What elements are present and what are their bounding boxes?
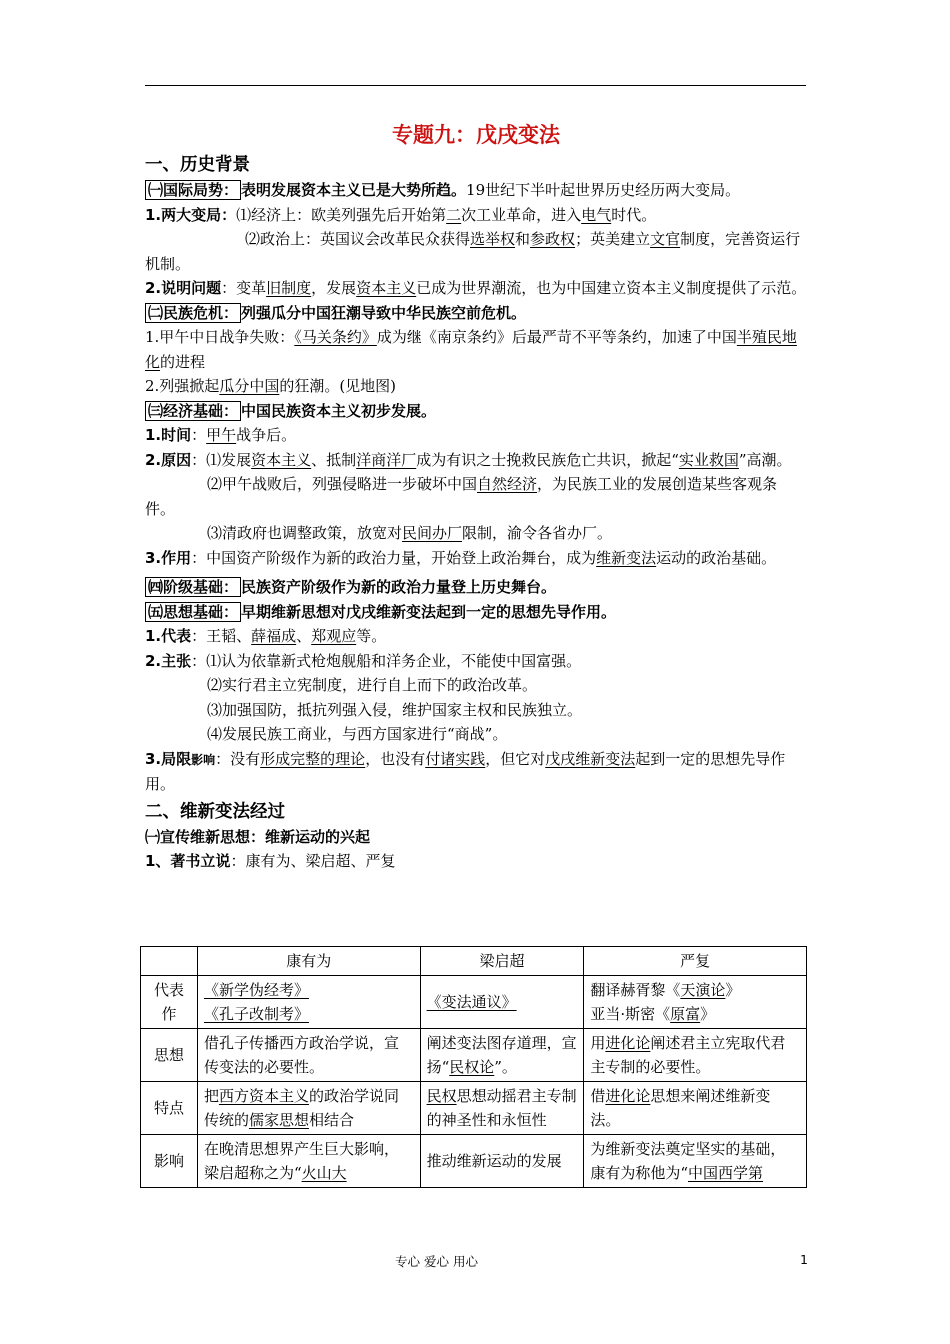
table-header-cell: 康有为 [197, 947, 420, 976]
header-rule [145, 85, 806, 86]
table-row [141, 1135, 807, 1188]
document-body [145, 118, 807, 874]
para-econ-time: 1.时间：甲午战争后。 [145, 426, 297, 444]
para-explain: 2.说明问题：变革旧制度，发展资本主义已成为世界潮流，也为中国建立资本主义制度提供了示范。 [145, 279, 807, 297]
table-cell: 翻译赫胥黎《天演论》 亚当·斯密《原富》 [584, 976, 807, 1029]
para-two-changes-2: ⑵政治上：英国议会改革民众获得选举权和参政权；英美建立文官制度，完善资运行机制。 [145, 230, 801, 273]
table-cell: 为维新变法奠定坚实的基础，康有为称他为“中国西学第 [584, 1135, 807, 1188]
para-thought-claims-4: ⑷发展民族工商业，与西方国家进行“商战”。 [207, 725, 508, 743]
table-cell: 借进化论思想来阐述维新变法。 [584, 1082, 807, 1135]
para-econ-reason-2: ⑵甲午战败后，列强侵略进一步破坏中国自然经济，为民族工业的发展创造某些客观条件。 [145, 475, 778, 518]
para-crisis-1: 1.甲午中日战争失败：《马关条约》成为继《南京条约》后最严苛不平等条约，加速了中国半殖民地化的进程 [145, 328, 797, 371]
section-heading-2: 二、维新变法经过 [145, 801, 285, 822]
para-thought-limits: 3.局限影响：没有形成完整的理论，也没有付诸实践，但它对戊戌维新变法起到一定的思想先导作用。 [145, 749, 786, 793]
para-writings: 1、著书立说：康有为、梁启超、严复 [145, 852, 396, 870]
reformers-table [140, 946, 807, 1188]
para-thought-basis: ㈤思想基础： 早期维新思想对戊戌维新变法起到一定的思想先导作用。 [145, 600, 807, 625]
row-label: 影响 [141, 1135, 198, 1188]
table-cell: 把西方资本主义的政治学说同传统的儒家思想相结合 [197, 1082, 420, 1135]
para-propaganda: ㈠宣传维新思想：维新运动的兴起 [145, 827, 371, 846]
table-row [141, 976, 807, 1029]
para-crisis-2: 2.列强掀起瓜分中国的狂潮。(见地图) [145, 377, 397, 395]
para-two-changes-1: 1.两大变局：⑴经济上：欧美列强先后开始第二次工业革命，进入电气时代。 [145, 205, 657, 224]
row-label: 思想 [141, 1029, 198, 1082]
para-econ-effect: 3.作用：中国资产阶级作为新的政治力量，开始登上政治舞台，成为维新变法运动的政治基础。 [145, 548, 777, 567]
table-header-cell: 梁启超 [420, 947, 584, 976]
table-cell: 阐述变法图存道理，宣扬“民权论”。 [420, 1029, 584, 1082]
para-thought-claims-2: ⑵实行君主立宪制度，进行自上而下的政治改革。 [207, 676, 538, 694]
table-cell: 用进化论阐述君主立宪取代君主专制的必要性。 [584, 1029, 807, 1082]
para-thought-claims-3: ⑶加强国防，抵抗列强入侵，维护国家主权和民族独立。 [207, 700, 583, 719]
table-cell: 《变法通议》 [420, 976, 584, 1029]
para-thought-claims-1: 2.主张：⑴认为依靠新式枪炮舰船和洋务企业，不能使中国富强。 [145, 651, 582, 670]
para-national-crisis: ㈡民族危机： 列强瓜分中国狂潮导致中华民族空前危机。 [145, 301, 807, 326]
table-cell: 推动维新运动的发展 [420, 1135, 584, 1188]
table-row [141, 1029, 807, 1082]
page-title: 专题九：戊戌变法 [392, 123, 560, 147]
para-economic-basis: ㈢经济基础： 中国民族资本主义初步发展。 [145, 399, 807, 424]
para-econ-reason-3: ⑶清政府也调整政策，放宽对民间办厂限制，渝令各省办厂。 [207, 524, 613, 542]
page-number: 1 [800, 1252, 808, 1267]
row-label: 特点 [141, 1082, 198, 1135]
table-header-cell [141, 947, 198, 976]
para-econ-reason-1: 2.原因：⑴发展资本主义、抵制洋商洋厂成为有识之士挽救民族危亡共识，掀起“实业救国”高潮。 [145, 450, 792, 469]
para-international: ㈠国际局势： 表明发展资本主义已是大势所趋。19世纪下半叶起世界历史经历两大变局。 [145, 178, 807, 203]
section-heading-1: 一、历史背景 [145, 155, 250, 175]
table-cell: 民权思想动摇君主专制的神圣性和永恒性 [420, 1082, 584, 1135]
table-cell: 在晚清思想界产生巨大影响，梁启超称之为“火山大 [197, 1135, 420, 1188]
table-header-row [141, 947, 807, 976]
table-header-cell: 严复 [584, 947, 807, 976]
para-thought-reps: 1.代表：王韬、薛福成、郑观应等。 [145, 627, 387, 645]
table-cell: 借孔子传播西方政治学说，宣传变法的必要性。 [197, 1029, 420, 1082]
footer-motto: 专心 爱心 用心 [395, 1254, 478, 1269]
row-label: 代表作 [141, 976, 198, 1029]
table-cell: 《新学伪经考》 《孔子改制考》 [197, 976, 420, 1029]
table-row [141, 1082, 807, 1135]
para-class-basis: ㈣阶级基础： 民族资产阶级作为新的政治力量登上历史舞台。 [145, 575, 807, 600]
